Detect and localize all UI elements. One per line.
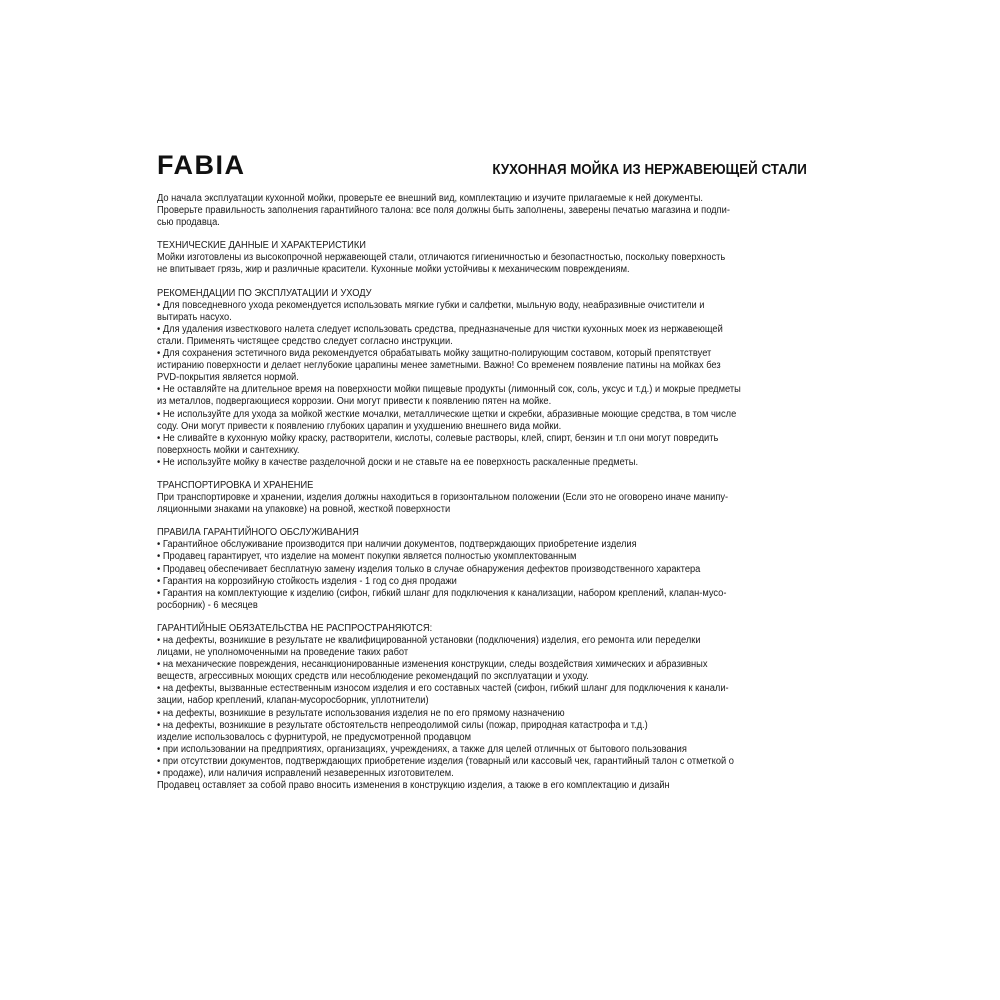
section-heading: РЕКОМЕНДАЦИИ ПО ЭКСПЛУАТАЦИИ И УХОДУ <box>157 287 372 299</box>
text-line: • Для повседневного ухода рекомендуется использовать мягкие губки и салфетки, мыльную воду, неабразивные очистители и <box>157 299 705 311</box>
text-line: истиранию поверхности и делает неглубокие царапины менее заметными. Важно! Со временем появление патины на мойках без <box>157 360 721 372</box>
text-line: • на дефекты, возникшие в результате использования изделия не по его прямому назначению <box>157 707 565 719</box>
text-line: • Для удаления известкового налета следует использовать средства, предназначеные для чистки кухонных моек из нержавеющей <box>157 323 723 335</box>
text-line: Продавец оставляет за собой право вносить изменения в конструкцию изделия, а также в его комплектацию и дизайн <box>157 780 670 792</box>
text-line: • Не используйте мойку в качестве разделочной доски и не ставьте на ее поверхность раскаленные предметы. <box>157 456 639 468</box>
text-line: • Не оставляйте на длительное время на поверхности мойки пищевые продукты (лимонный сок, соль, уксус и т.д.) и мокрые предметы <box>157 384 741 396</box>
section-warranty-exclusions <box>157 623 807 792</box>
text-line: Мойки изготовлены из высокопрочной нержавеющей стали, отличаются гигиеничностью и безопастностью, поскольку поверхность <box>157 252 726 264</box>
section-heading: ПРАВИЛА ГАРАНТИЙНОГО ОБСЛУЖИВАНИЯ <box>157 527 359 539</box>
section-heading: ТЕХНИЧЕСКИЕ ДАННЫЕ И ХАРАКТЕРИСТИКИ <box>157 240 366 252</box>
brand-logo: FABIA <box>157 150 246 180</box>
text-line: лицами, не уполномоченными на проведение таких работ <box>157 647 409 659</box>
instruction-document <box>157 150 807 792</box>
section-body <box>157 539 810 612</box>
text-line: не впитывает грязь, жир и различные красители. Кухонные мойки устойчивы к механическим повреждениям. <box>157 264 630 276</box>
section-warranty-rules <box>157 527 807 612</box>
text-line: При транспортировке и хранении, изделия должны находиться в горизонтальном положении (Если это не оговорено иначе манипу- <box>157 492 729 504</box>
text-line: поверхность мойки и сантехнику. <box>157 444 300 456</box>
text-line: вытирать насухо. <box>157 311 232 323</box>
section-transport-storage <box>157 480 807 516</box>
text-line: ляционными знаками на упаковке) на ровной, жесткой поверхности <box>157 504 451 516</box>
text-line: из металлов, подвергающиеся коррозии. Они могут привести к появлению пятен на мойке. <box>157 396 552 408</box>
section-heading: ТРАНСПОРТИРОВКА И ХРАНЕНИЕ <box>157 479 314 491</box>
text-line: веществ, агрессивных моющих средств или несоблюдение рекомендаций по эксплуатации и уходу. <box>157 671 589 683</box>
text-line: PVD-покрытия является нормой. <box>157 372 299 384</box>
text-line: • на дефекты, возникшие в результате обстоятельств непреодолимой силы (пожар, природная катастрофа и т.д.) <box>157 719 648 731</box>
text-line: • на дефекты, вызванные естественным износом изделия и его составных частей (сифон, гибкий шланг для подключения к канали- <box>157 683 729 695</box>
document-header <box>157 150 807 181</box>
section-body <box>157 635 810 792</box>
text-line: • Продавец обеспечивает бесплатную замену изделия только в случае обнаружения дефектов производственного характера <box>157 563 701 575</box>
text-line: • Гарантия на коррозийную стойкость изделия - 1 год со дня продажи <box>157 575 457 587</box>
text-line: изделие использовалось с фурнитурой, не предусмотренной продавцом <box>157 731 472 743</box>
text-line: соду. Они могут привести к появлению глубоких царапин и ухудшению внешнего вида мойки. <box>157 420 562 432</box>
text-line: • Гарантия на комплектующие к изделию (сифон, гибкий шланг для подключения к канализации, набором креплений, клапан-мусо- <box>157 587 727 599</box>
text-line: • Продавец гарантирует, что изделие на момент покупки является полностью укомплектованным <box>157 551 577 563</box>
text-line: До начала эксплуатации кухонной мойки, проверьте ее внешний вид, комплектацию и изучите прилагаемые к ней документы. <box>157 193 704 204</box>
text-line: • Не сливайте в кухонную мойку краску, растворители, кислоты, солевые растворы, клей, спирт, бензин и т.п они могут повредить <box>157 432 719 444</box>
section-body <box>157 300 810 469</box>
text-line: • на дефекты, возникшие в результате не квалифицированной установки (подключения) изделия, его ремонта или переделки <box>157 635 701 646</box>
intro-paragraph <box>157 193 810 229</box>
text-line: • при использовании на предприятиях, организациях, учреждениях, а также для целей отличных от бытового пользования <box>157 743 687 755</box>
text-line: • на механические повреждения, несанкционированные изменения конструкции, следы воздействия химических и абразивных <box>157 659 708 671</box>
section-tech-specs <box>157 240 807 276</box>
text-line: • Гарантийное обслуживание производится при наличии документов, подтверждающих приобретение изделия <box>157 539 637 551</box>
section-care-recommendations <box>157 288 807 469</box>
section-body <box>157 492 810 516</box>
text-line: • продаже), или наличия исправлений незаверенных изготовителем. <box>157 768 454 780</box>
text-line: • Для сохранения эстетичного вида рекомендуется обрабатывать мойку защитно-полирующим составом, который препятствует <box>157 348 712 360</box>
section-heading: ГАРАНТИЙНЫЕ ОБЯЗАТЕЛЬСТВА НЕ РАСПРОСТРАНЯЮТСЯ: <box>157 622 433 634</box>
text-line: зации, набор креплений, клапан-мусоросборник, уплотнители) <box>157 695 429 707</box>
text-line: сью продавца. <box>157 217 220 229</box>
text-line: • при отсутствии документов, подтверждающих приобретение изделия (товарный или кассовый чек, гарантийный талон с отметкой о <box>157 755 734 767</box>
text-line: росборник) - 6 месяцев <box>157 599 258 611</box>
text-line: стали. Применять чистящее средство следует согласно инструкции. <box>157 335 453 347</box>
document-title: КУХОННАЯ МОЙКА ИЗ НЕРЖАВЕЮЩЕЙ СТАЛИ <box>492 162 807 178</box>
text-line: • Не используйте для ухода за мойкой жесткие мочалки, металлические щетки и скребки, абразивные моющие средства, в том числе <box>157 408 737 420</box>
section-body <box>157 252 810 276</box>
text-line: Проверьте правильность заполнения гарантийного талона: все поля должны быть заполнены, заверены печатью магазина и подпи- <box>157 205 730 217</box>
